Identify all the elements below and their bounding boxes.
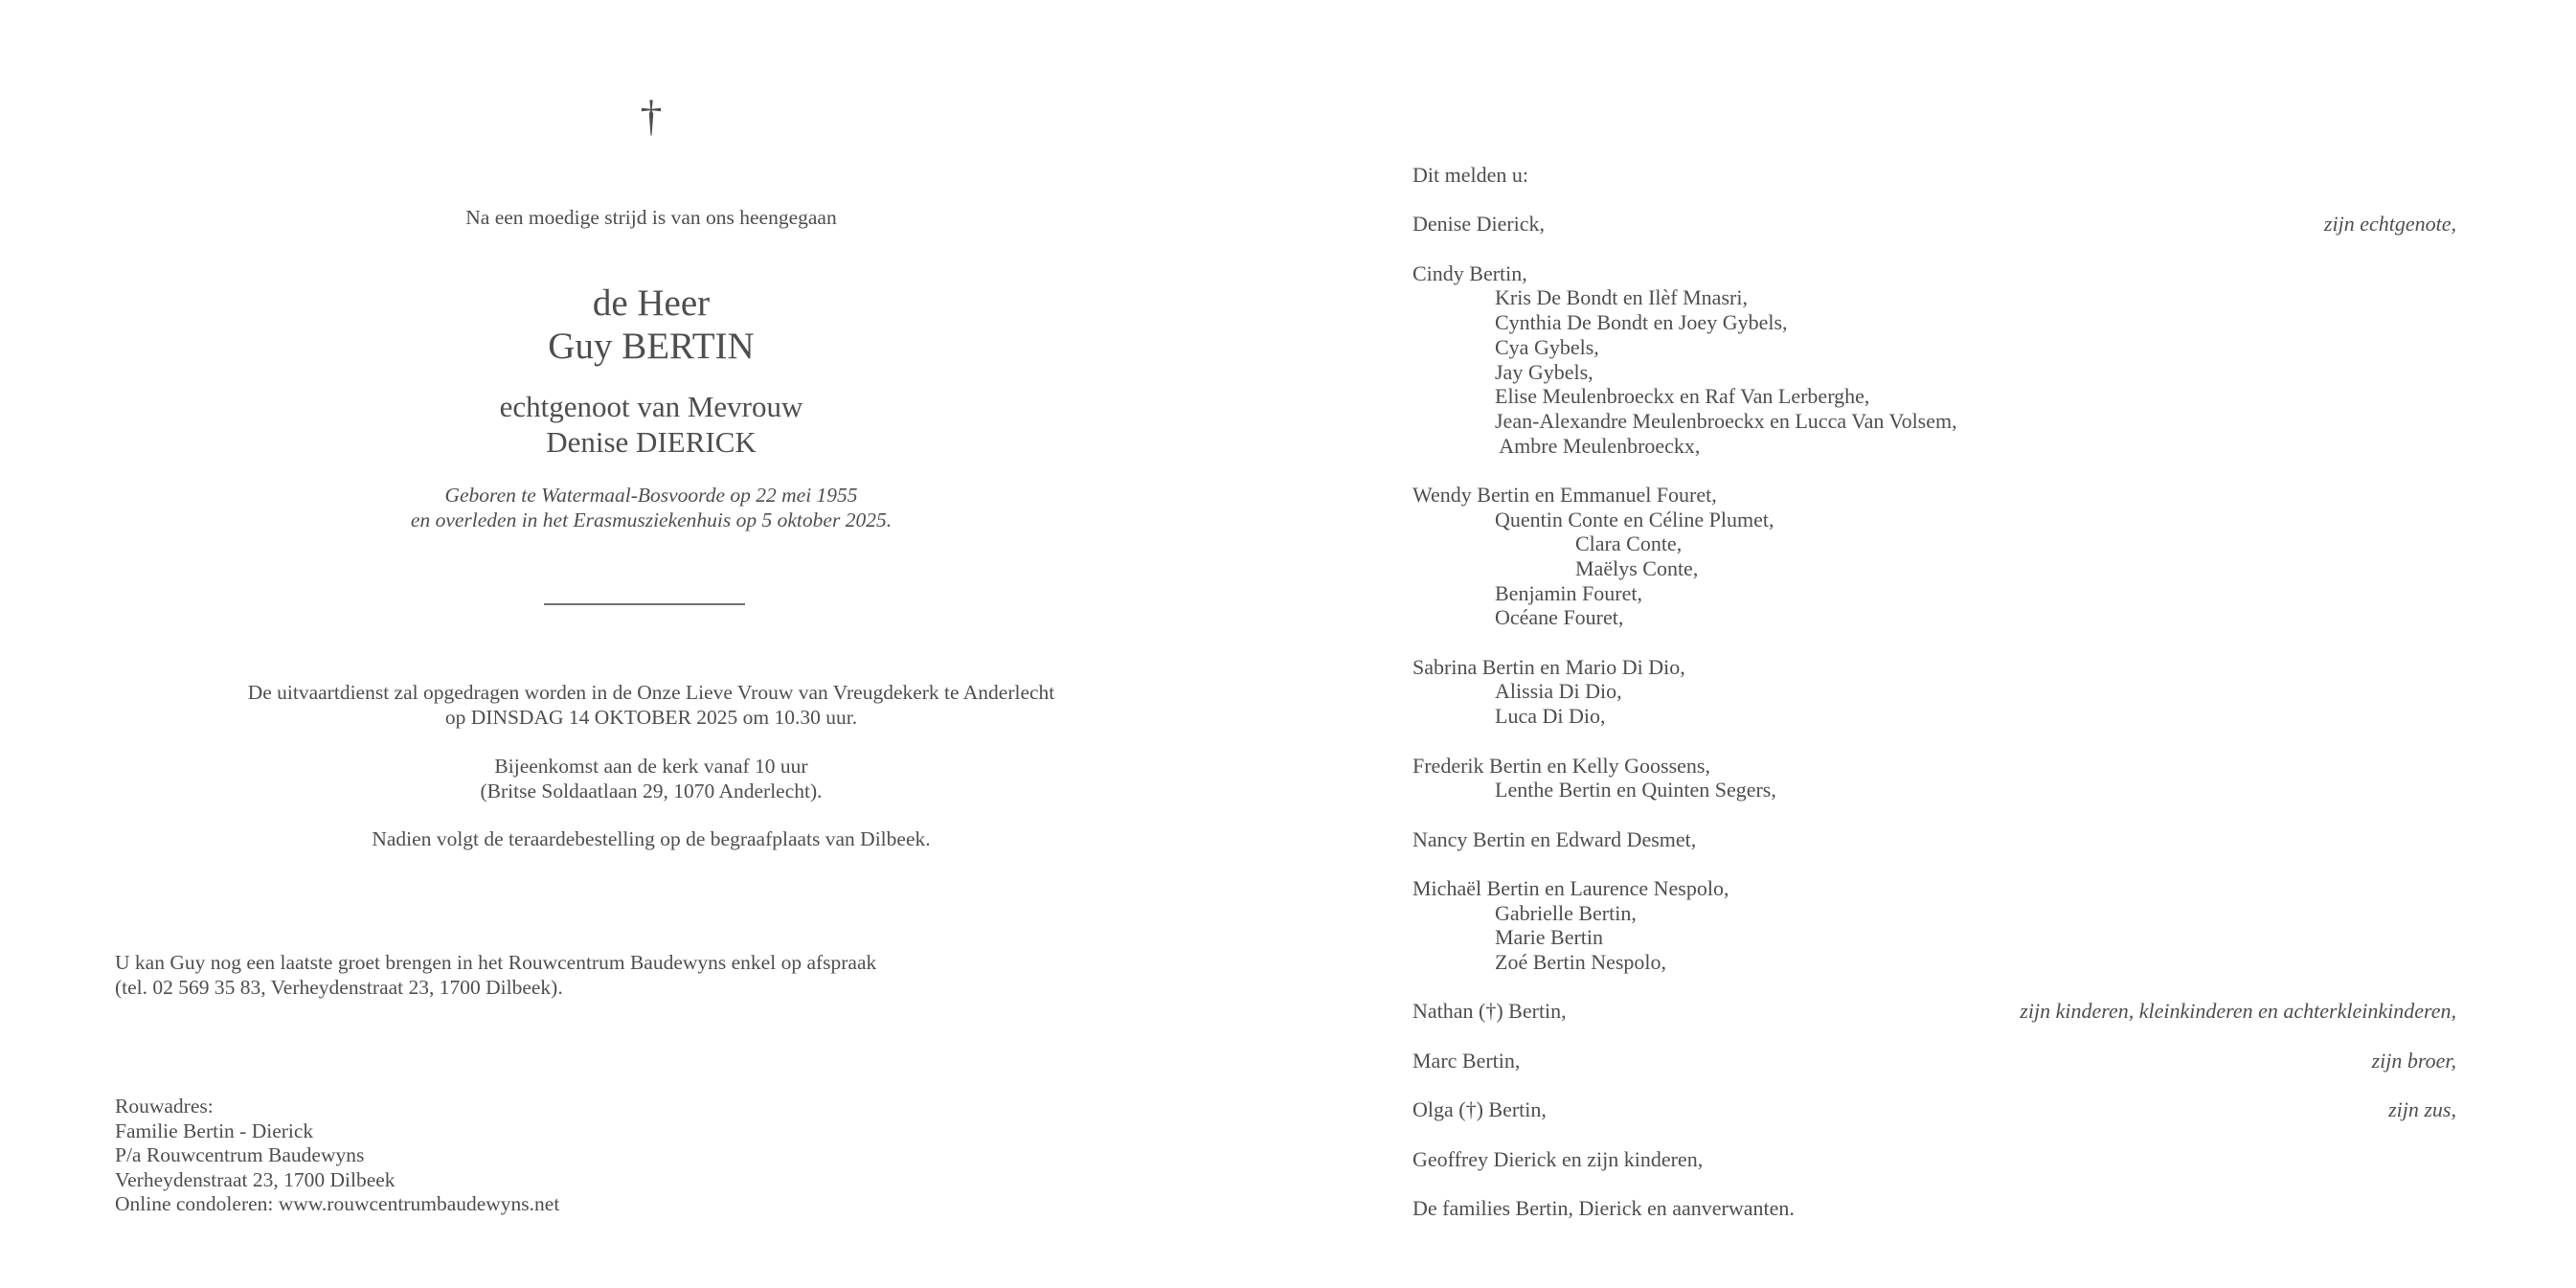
announcer-line xyxy=(1412,754,2456,779)
announcer-name: De families Bertin, Dierick en aanverwanten. xyxy=(1412,1195,1795,1220)
spouse-block xyxy=(0,389,1302,460)
deceased-title xyxy=(0,282,1302,368)
announcer-name: Denise Dierick, xyxy=(1412,212,1546,237)
announcer-name: Luca Di Dio, xyxy=(1495,704,1606,729)
announcer-line xyxy=(1412,999,2456,1024)
cross-icon: † xyxy=(640,91,663,140)
announcer-name: Océane Fouret, xyxy=(1495,605,1624,630)
visitation-block xyxy=(115,950,876,1000)
deceased-name: Guy BERTIN xyxy=(548,326,755,367)
announcer-line xyxy=(1412,556,2456,581)
visitation-line-1: U kan Guy nog een laatste groet brengen in het Rouwcentrum Baudewyns enkel op afspraak xyxy=(115,951,877,974)
announcer-line xyxy=(1412,360,2456,385)
deceased-title-prefix: de Heer xyxy=(592,282,711,324)
announcer-name: Geoffrey Dierick en zijn kinderen, xyxy=(1412,1146,1704,1171)
announcer-name: Lenthe Bertin en Quinten Segers, xyxy=(1495,778,1776,802)
spacer-line xyxy=(1412,729,2456,754)
announcer-name: Marie Bertin xyxy=(1495,925,1604,950)
announcer-line xyxy=(1412,679,2456,704)
announcer-line xyxy=(1412,876,2456,901)
gathering-block xyxy=(0,754,1302,803)
spacer-line xyxy=(1412,1122,2456,1147)
announcer-name: Cynthia De Bondt en Joey Gybels, xyxy=(1495,310,1788,335)
announcement-intro: Dit melden u: xyxy=(1412,163,1528,187)
announcer-name: Zoé Bertin Nespolo, xyxy=(1495,950,1667,974)
announcer-line xyxy=(1412,827,2456,852)
announcer-line xyxy=(1412,483,2456,508)
gathering-line-1: Bijeenkomst aan de kerk vanaf 10 uur xyxy=(494,755,808,778)
birth-line: Geboren te Watermaal-Bosvoorde op 22 mei 1955 xyxy=(444,484,858,507)
mourning-address-block xyxy=(115,1095,559,1217)
announcer-line xyxy=(1412,1097,2456,1122)
announcer-name: Frederik Bertin en Kelly Goossens, xyxy=(1412,753,1710,778)
birth-death-block xyxy=(0,483,1302,532)
right-page xyxy=(1412,163,2456,1221)
announcer-name: Jean-Alexandre Meulenbroeckx en Lucca Van Volsem, xyxy=(1495,408,1957,433)
announcer-name: Marc Bertin, xyxy=(1412,1048,1521,1073)
relation-label: zijn zus, xyxy=(2388,1097,2456,1122)
announcer-line xyxy=(1412,581,2456,606)
announcer-name: Ambre Meulenbroeckx, xyxy=(1495,433,1701,458)
announcer-line xyxy=(1412,1049,2456,1073)
spouse-intro: echtgenoot van Mevrouw xyxy=(499,390,803,423)
spacer-line xyxy=(1412,975,2456,1000)
announcer-line xyxy=(1412,605,2456,630)
spacer-line xyxy=(1412,188,2456,213)
announcer-line xyxy=(1412,212,2456,237)
mourning-address-line: P/a Rouwcentrum Baudewyns xyxy=(115,1143,365,1166)
relation-label: zijn broer, xyxy=(2371,1048,2456,1073)
spacer-line xyxy=(1412,1073,2456,1097)
announcer-name: Benjamin Fouret, xyxy=(1495,580,1642,605)
section-divider xyxy=(544,603,745,605)
opening-line: Na een moedige strijd is van ons heengegaan xyxy=(465,206,837,229)
spacer-line xyxy=(1412,802,2456,827)
announcer-name: Elise Meulenbroeckx en Raf Van Lerberghe, xyxy=(1495,384,1870,409)
announcer-line xyxy=(1412,335,2456,360)
spacer-line xyxy=(1412,1171,2456,1196)
announcer-line xyxy=(1412,508,2456,532)
announcer-line xyxy=(1412,901,2456,926)
announcer-name: Nancy Bertin en Edward Desmet, xyxy=(1412,826,1697,851)
announcer-line xyxy=(1412,384,2456,409)
announcer-name: Gabrielle Bertin, xyxy=(1495,900,1637,925)
announcer-name: Jay Gybels, xyxy=(1495,359,1593,384)
gathering-line-2: (Britse Soldaatlaan 29, 1070 Anderlecht). xyxy=(480,780,823,802)
burial-line: Nadien volgt de teraardebestelling op de begraafplaats van Dilbeek. xyxy=(372,827,931,850)
announcer-line xyxy=(1412,261,2456,286)
announcer-line xyxy=(1412,434,2456,459)
announcer-name: Cya Gybels, xyxy=(1495,334,1599,359)
announcer-line xyxy=(1412,925,2456,950)
announcer-line xyxy=(1412,1196,2456,1221)
service-line-2: op DINSDAG 14 OKTOBER 2025 om 10.30 uur. xyxy=(444,706,858,729)
announcers-list xyxy=(1412,188,2456,1221)
relation-label: zijn kinderen, kleinkinderen en achterkleinkinderen, xyxy=(2020,999,2456,1024)
spacer-line xyxy=(1412,851,2456,876)
announcer-name: Kris De Bondt en Ilèf Mnasri, xyxy=(1495,285,1748,310)
announcer-name: Wendy Bertin en Emmanuel Fouret, xyxy=(1412,482,1717,507)
mourning-address-line: Verheydenstraat 23, 1700 Dilbeek xyxy=(115,1167,395,1191)
announcer-name: Sabrina Bertin en Mario Di Dio, xyxy=(1412,654,1685,679)
service-line-1: De uitvaartdienst zal opgedragen worden in de Onze Lieve Vrouw van Vreugdekerk te Anderlecht xyxy=(247,681,1055,704)
announcer-name: Michaël Bertin en Laurence Nespolo, xyxy=(1412,875,1729,900)
announcer-line xyxy=(1412,704,2456,729)
announcer-line xyxy=(1412,310,2456,335)
spacer-line xyxy=(1412,1024,2456,1049)
relation-label: zijn echtgenote, xyxy=(2323,212,2456,237)
announcer-line xyxy=(1412,778,2456,802)
spacer-line xyxy=(1412,237,2456,261)
mourning-address-line: Online condoleren: www.rouwcentrumbaudewyns.net xyxy=(115,1192,560,1215)
announcer-line xyxy=(1412,655,2456,680)
spouse-name: Denise DIERICK xyxy=(546,425,757,459)
announcer-line xyxy=(1412,950,2456,975)
announcer-line xyxy=(1412,1147,2456,1172)
announcer-name: Alissia Di Dio, xyxy=(1495,679,1622,704)
announcer-line xyxy=(1412,285,2456,310)
announcer-line xyxy=(1412,531,2456,556)
spacer-line xyxy=(1412,458,2456,483)
announcer-name: Olga (†) Bertin, xyxy=(1412,1097,1547,1122)
death-line: en overleden in het Erasmusziekenhuis op 5 oktober 2025. xyxy=(410,508,893,531)
announcer-name: Quentin Conte en Céline Plumet, xyxy=(1495,507,1774,531)
mourning-address-line: Familie Bertin - Dierick xyxy=(115,1119,314,1142)
mourning-address-label: Rouwadres: xyxy=(115,1095,214,1118)
announcer-name: Clara Conte, xyxy=(1575,531,1683,556)
announcer-name: Nathan (†) Bertin, xyxy=(1412,999,1567,1024)
announcer-name: Cindy Bertin, xyxy=(1412,260,1527,285)
announcer-name: Maëlys Conte, xyxy=(1575,556,1699,580)
announcer-line xyxy=(1412,409,2456,434)
service-block xyxy=(0,680,1302,730)
visitation-line-2: (tel. 02 569 35 83, Verheydenstraat 23, 1700 Dilbeek). xyxy=(115,976,563,999)
spacer-line xyxy=(1412,630,2456,655)
